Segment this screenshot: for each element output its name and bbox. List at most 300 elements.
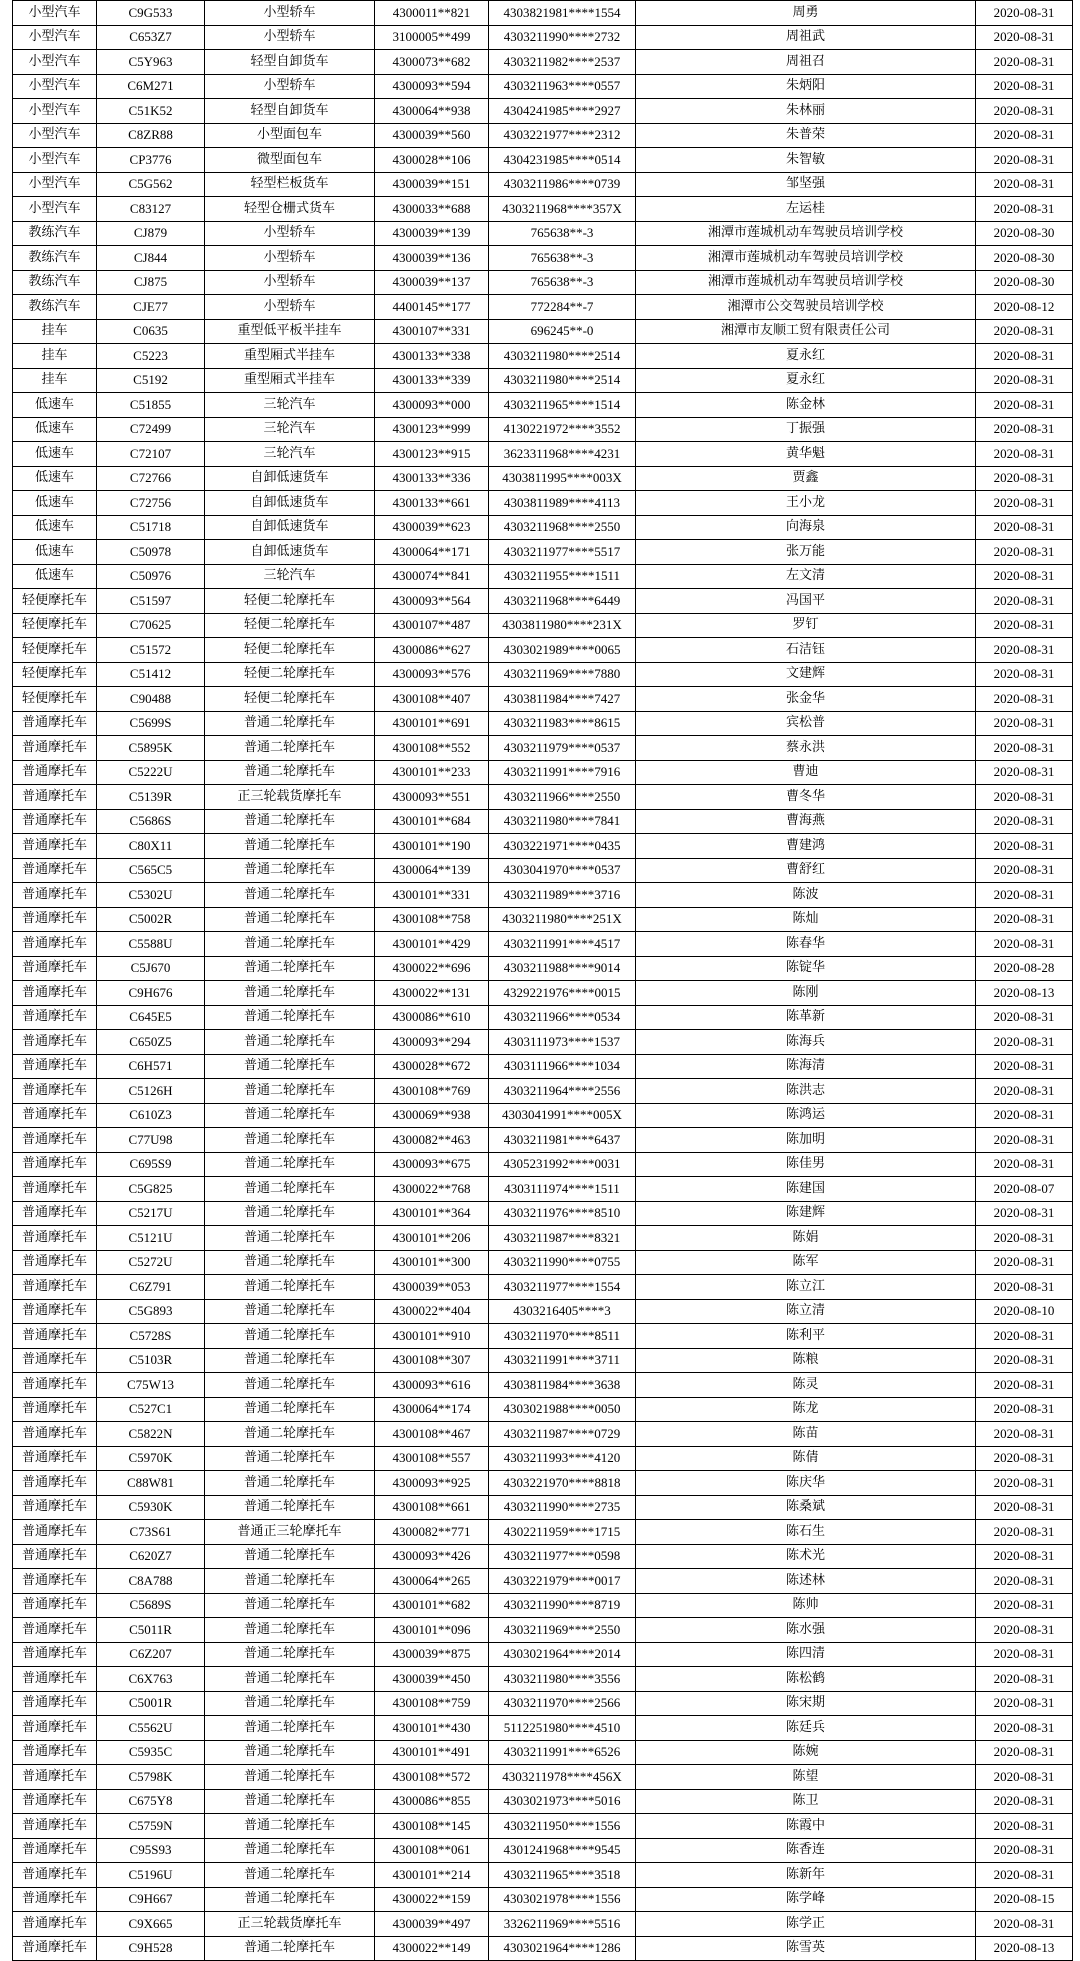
table-row — [13, 1299, 1073, 1324]
vehicle-category-cell: 普通摩托车 — [13, 858, 97, 883]
record-number-cell: 4300082**771 — [375, 1520, 489, 1545]
date-cell: 2020-08-31 — [976, 1054, 1073, 1079]
vehicle-type-cell: 轻便二轮摩托车 — [205, 589, 375, 614]
owner-name-cell: 陈香连 — [636, 1838, 976, 1863]
id-number-cell: 4303211964****2556 — [489, 1079, 636, 1104]
date-cell: 2020-08-31 — [976, 1201, 1073, 1226]
vehicle-category-cell: 普通摩托车 — [13, 1520, 97, 1545]
vehicle-type-cell: 轻便二轮摩托车 — [205, 662, 375, 687]
record-number-cell: 4300086**855 — [375, 1789, 489, 1814]
vehicle-category-cell: 低速车 — [13, 564, 97, 589]
record-number-cell: 4300022**768 — [375, 1177, 489, 1202]
owner-name-cell: 湘潭市莲城机动车驾驶员培训学校 — [636, 270, 976, 295]
date-cell: 2020-08-31 — [976, 319, 1073, 344]
owner-name-cell: 曹迪 — [636, 760, 976, 785]
plate-number-cell: C51412 — [97, 662, 205, 687]
plate-number-cell: C653Z7 — [97, 25, 205, 50]
vehicle-type-cell: 普通二轮摩托车 — [205, 736, 375, 761]
table-row — [13, 638, 1073, 663]
date-cell: 2020-08-31 — [976, 858, 1073, 883]
vehicle-type-cell: 普通二轮摩托车 — [205, 1397, 375, 1422]
plate-number-cell: CJE77 — [97, 295, 205, 320]
id-number-cell: 765638**-3 — [489, 270, 636, 295]
vehicle-category-cell: 普通摩托车 — [13, 736, 97, 761]
vehicle-category-cell: 普通摩托车 — [13, 1765, 97, 1790]
owner-name-cell: 陈廷兵 — [636, 1716, 976, 1741]
id-number-cell: 4303211980****7841 — [489, 809, 636, 834]
table-row — [13, 246, 1073, 271]
plate-number-cell: C6H571 — [97, 1054, 205, 1079]
plate-number-cell: C5935C — [97, 1740, 205, 1765]
vehicle-type-cell: 普通二轮摩托车 — [205, 1054, 375, 1079]
date-cell: 2020-08-31 — [976, 1765, 1073, 1790]
plate-number-cell: C6Z207 — [97, 1642, 205, 1667]
id-number-cell: 4303211990****0755 — [489, 1250, 636, 1275]
owner-name-cell: 陈革新 — [636, 1005, 976, 1030]
vehicle-category-cell: 普通摩托车 — [13, 1544, 97, 1569]
record-number-cell: 4300101**206 — [375, 1226, 489, 1251]
id-number-cell: 4303211983****8615 — [489, 711, 636, 736]
date-cell: 2020-08-31 — [976, 834, 1073, 859]
vehicle-type-cell: 普通二轮摩托车 — [205, 1691, 375, 1716]
plate-number-cell: C77U98 — [97, 1128, 205, 1153]
id-number-cell: 4303211980****251X — [489, 907, 636, 932]
record-number-cell: 4300133**336 — [375, 466, 489, 491]
vehicle-category-cell: 普通摩托车 — [13, 1618, 97, 1643]
record-number-cell: 4300073**682 — [375, 50, 489, 75]
vehicle-type-cell: 普通二轮摩托车 — [205, 1667, 375, 1692]
table-row — [13, 197, 1073, 222]
owner-name-cell: 王小龙 — [636, 491, 976, 516]
id-number-cell: 4303811995****003X — [489, 466, 636, 491]
owner-name-cell: 陈加明 — [636, 1128, 976, 1153]
owner-name-cell: 湘潭市莲城机动车驾驶员培训学校 — [636, 221, 976, 246]
vehicle-category-cell: 轻便摩托车 — [13, 613, 97, 638]
record-number-cell: 4300039**560 — [375, 123, 489, 148]
vehicle-category-cell: 低速车 — [13, 540, 97, 565]
vehicle-category-cell: 普通摩托车 — [13, 1863, 97, 1888]
plate-number-cell: C9X665 — [97, 1912, 205, 1937]
date-cell: 2020-08-31 — [976, 393, 1073, 418]
record-number-cell: 4300101**429 — [375, 932, 489, 957]
plate-number-cell: C5011R — [97, 1618, 205, 1643]
vehicle-category-cell: 普通摩托车 — [13, 1495, 97, 1520]
id-number-cell: 4303111974****1511 — [489, 1177, 636, 1202]
vehicle-category-cell: 普通摩托车 — [13, 1912, 97, 1937]
table-row — [13, 785, 1073, 810]
vehicle-category-cell: 教练汽车 — [13, 221, 97, 246]
vehicle-type-cell: 普通二轮摩托车 — [205, 1250, 375, 1275]
date-cell: 2020-08-13 — [976, 981, 1073, 1006]
plate-number-cell: C51718 — [97, 515, 205, 540]
record-number-cell: 4300028**672 — [375, 1054, 489, 1079]
owner-name-cell: 陈娟 — [636, 1226, 976, 1251]
date-cell: 2020-08-31 — [976, 736, 1073, 761]
record-number-cell: 4300093**000 — [375, 393, 489, 418]
record-number-cell: 4300133**338 — [375, 344, 489, 369]
vehicle-category-cell: 普通摩托车 — [13, 1152, 97, 1177]
vehicle-category-cell: 普通摩托车 — [13, 932, 97, 957]
vehicle-type-cell: 轻便二轮摩托车 — [205, 687, 375, 712]
id-number-cell: 4303211969****7880 — [489, 662, 636, 687]
table-row — [13, 932, 1073, 957]
table-row — [13, 270, 1073, 295]
id-number-cell: 3326211969****5516 — [489, 1912, 636, 1937]
id-number-cell: 4303211955****1511 — [489, 564, 636, 589]
id-number-cell: 4303211966****0534 — [489, 1005, 636, 1030]
owner-name-cell: 张金华 — [636, 687, 976, 712]
id-number-cell: 4303211950****1556 — [489, 1814, 636, 1839]
vehicle-category-cell: 小型汽车 — [13, 74, 97, 99]
plate-number-cell: C5302U — [97, 883, 205, 908]
table-row — [13, 1226, 1073, 1251]
plate-number-cell: C70625 — [97, 613, 205, 638]
plate-number-cell: C50978 — [97, 540, 205, 565]
table-row — [13, 1471, 1073, 1496]
date-cell: 2020-08-31 — [976, 74, 1073, 99]
vehicle-type-cell: 正三轮载货摩托车 — [205, 1912, 375, 1937]
vehicle-category-cell: 普通摩托车 — [13, 1324, 97, 1349]
owner-name-cell: 陈宋期 — [636, 1691, 976, 1716]
table-row — [13, 1128, 1073, 1153]
owner-name-cell: 朱普荣 — [636, 123, 976, 148]
vehicle-type-cell: 普通二轮摩托车 — [205, 858, 375, 883]
record-number-cell: 4300108**467 — [375, 1422, 489, 1447]
record-number-cell: 4300108**407 — [375, 687, 489, 712]
owner-name-cell: 陈四清 — [636, 1642, 976, 1667]
id-number-cell: 4303021989****0065 — [489, 638, 636, 663]
vehicle-type-cell: 普通二轮摩托车 — [205, 1740, 375, 1765]
id-number-cell: 4303211990****8719 — [489, 1593, 636, 1618]
vehicle-category-cell: 轻便摩托车 — [13, 687, 97, 712]
record-number-cell: 4300101**331 — [375, 883, 489, 908]
vehicle-category-cell: 教练汽车 — [13, 270, 97, 295]
table-row — [13, 295, 1073, 320]
id-number-cell: 4303211978****456X — [489, 1765, 636, 1790]
vehicle-type-cell: 普通二轮摩托车 — [205, 981, 375, 1006]
vehicle-category-cell: 普通摩托车 — [13, 1250, 97, 1275]
table-row — [13, 662, 1073, 687]
date-cell: 2020-08-12 — [976, 295, 1073, 320]
owner-name-cell: 文建辉 — [636, 662, 976, 687]
vehicle-type-cell: 普通二轮摩托车 — [205, 1152, 375, 1177]
id-number-cell: 3623311968****4231 — [489, 442, 636, 467]
vehicle-type-cell: 普通二轮摩托车 — [205, 711, 375, 736]
date-cell: 2020-08-31 — [976, 1863, 1073, 1888]
owner-name-cell: 湘潭市公交驾驶员培训学校 — [636, 295, 976, 320]
plate-number-cell: CJ875 — [97, 270, 205, 295]
table-row — [13, 50, 1073, 75]
id-number-cell: 765638**-3 — [489, 221, 636, 246]
table-row — [13, 123, 1073, 148]
table-row — [13, 1691, 1073, 1716]
vehicle-type-cell: 重型厢式半挂车 — [205, 368, 375, 393]
date-cell: 2020-08-31 — [976, 1324, 1073, 1349]
vehicle-category-cell: 普通摩托车 — [13, 711, 97, 736]
record-number-cell: 4300108**572 — [375, 1765, 489, 1790]
date-cell: 2020-08-31 — [976, 172, 1073, 197]
vehicle-category-cell: 普通摩托车 — [13, 1740, 97, 1765]
table-row — [13, 1, 1073, 26]
owner-name-cell: 陈波 — [636, 883, 976, 908]
record-number-cell: 4300101**491 — [375, 1740, 489, 1765]
record-number-cell: 4300093**925 — [375, 1471, 489, 1496]
id-number-cell: 4303811984****3638 — [489, 1373, 636, 1398]
vehicle-type-cell: 普通二轮摩托车 — [205, 1716, 375, 1741]
vehicle-type-cell: 普通二轮摩托车 — [205, 809, 375, 834]
date-cell: 2020-08-31 — [976, 760, 1073, 785]
plate-number-cell: C72107 — [97, 442, 205, 467]
table-row — [13, 1054, 1073, 1079]
id-number-cell: 4303211965****3518 — [489, 1863, 636, 1888]
owner-name-cell: 陈刚 — [636, 981, 976, 1006]
vehicle-category-cell: 普通摩托车 — [13, 956, 97, 981]
id-number-cell: 4303211963****0557 — [489, 74, 636, 99]
date-cell: 2020-08-31 — [976, 1152, 1073, 1177]
date-cell: 2020-08-31 — [976, 466, 1073, 491]
owner-name-cell: 贾鑫 — [636, 466, 976, 491]
id-number-cell: 4303211989****3716 — [489, 883, 636, 908]
vehicle-category-cell: 低速车 — [13, 442, 97, 467]
record-number-cell: 4300101**684 — [375, 809, 489, 834]
vehicle-type-cell: 普通二轮摩托车 — [205, 1299, 375, 1324]
id-number-cell: 4303221979****0017 — [489, 1569, 636, 1594]
vehicle-category-cell: 普通摩托车 — [13, 1373, 97, 1398]
date-cell: 2020-08-31 — [976, 687, 1073, 712]
owner-name-cell: 陈婉 — [636, 1740, 976, 1765]
table-row — [13, 1740, 1073, 1765]
record-number-cell: 4300101**430 — [375, 1716, 489, 1741]
vehicle-type-cell: 普通二轮摩托车 — [205, 1471, 375, 1496]
vehicle-type-cell: 普通正三轮摩托车 — [205, 1520, 375, 1545]
record-number-cell: 4300022**131 — [375, 981, 489, 1006]
date-cell: 2020-08-31 — [976, 711, 1073, 736]
owner-name-cell: 陈春华 — [636, 932, 976, 957]
date-cell: 2020-08-31 — [976, 25, 1073, 50]
date-cell: 2020-08-31 — [976, 1128, 1073, 1153]
owner-name-cell: 陈海兵 — [636, 1030, 976, 1055]
id-number-cell: 4303211980****3556 — [489, 1667, 636, 1692]
plate-number-cell: C5895K — [97, 736, 205, 761]
vehicle-type-cell: 普通二轮摩托车 — [205, 1226, 375, 1251]
plate-number-cell: C6M271 — [97, 74, 205, 99]
vehicle-type-cell: 小型轿车 — [205, 1, 375, 26]
record-number-cell: 4300064**174 — [375, 1397, 489, 1422]
record-number-cell: 4300108**759 — [375, 1691, 489, 1716]
table-row — [13, 613, 1073, 638]
record-number-cell: 4300101**364 — [375, 1201, 489, 1226]
owner-name-cell: 陈帅 — [636, 1593, 976, 1618]
owner-name-cell: 朱炳阳 — [636, 74, 976, 99]
id-number-cell: 4303211987****8321 — [489, 1226, 636, 1251]
table-row — [13, 589, 1073, 614]
record-number-cell: 4300101**190 — [375, 834, 489, 859]
record-number-cell: 4300101**096 — [375, 1618, 489, 1643]
owner-name-cell: 曹海燕 — [636, 809, 976, 834]
owner-name-cell: 陈军 — [636, 1250, 976, 1275]
vehicle-type-cell: 普通二轮摩托车 — [205, 1765, 375, 1790]
record-number-cell: 4300064**265 — [375, 1569, 489, 1594]
plate-number-cell: C5121U — [97, 1226, 205, 1251]
vehicle-category-cell: 挂车 — [13, 319, 97, 344]
owner-name-cell: 陈灿 — [636, 907, 976, 932]
owner-name-cell: 陈锭华 — [636, 956, 976, 981]
owner-name-cell: 周勇 — [636, 1, 976, 26]
id-number-cell: 4304241985****2927 — [489, 99, 636, 124]
owner-name-cell: 蔡永洪 — [636, 736, 976, 761]
owner-name-cell: 陈龙 — [636, 1397, 976, 1422]
vehicle-type-cell: 普通二轮摩托车 — [205, 1422, 375, 1447]
vehicle-category-cell: 普通摩托车 — [13, 1569, 97, 1594]
id-number-cell: 4303211979****0537 — [489, 736, 636, 761]
plate-number-cell: C50976 — [97, 564, 205, 589]
vehicle-category-cell: 普通摩托车 — [13, 1471, 97, 1496]
plate-number-cell: C5689S — [97, 1593, 205, 1618]
id-number-cell: 4303221970****8818 — [489, 1471, 636, 1496]
id-number-cell: 4303211987****0729 — [489, 1422, 636, 1447]
date-cell: 2020-08-30 — [976, 221, 1073, 246]
vehicle-type-cell: 自卸低速货车 — [205, 491, 375, 516]
id-number-cell: 4303021988****0050 — [489, 1397, 636, 1422]
vehicle-type-cell: 普通二轮摩托车 — [205, 1863, 375, 1888]
date-cell: 2020-08-31 — [976, 197, 1073, 222]
owner-name-cell: 陈望 — [636, 1765, 976, 1790]
vehicle-category-cell: 教练汽车 — [13, 246, 97, 271]
plate-number-cell: C5272U — [97, 1250, 205, 1275]
table-row — [13, 25, 1073, 50]
plate-number-cell: C5562U — [97, 1716, 205, 1741]
vehicle-type-cell: 正三轮载货摩托车 — [205, 785, 375, 810]
vehicle-category-cell: 普通摩托车 — [13, 834, 97, 859]
owner-name-cell: 陈建国 — [636, 1177, 976, 1202]
owner-name-cell: 陈学正 — [636, 1912, 976, 1937]
owner-name-cell: 黄华魁 — [636, 442, 976, 467]
vehicle-category-cell: 普通摩托车 — [13, 1079, 97, 1104]
table-row — [13, 319, 1073, 344]
record-number-cell: 4300093**426 — [375, 1544, 489, 1569]
table-row — [13, 368, 1073, 393]
plate-number-cell: C51855 — [97, 393, 205, 418]
id-number-cell: 4305231992****0031 — [489, 1152, 636, 1177]
date-cell: 2020-08-31 — [976, 1495, 1073, 1520]
vehicle-type-cell: 小型轿车 — [205, 221, 375, 246]
vehicle-type-cell: 普通二轮摩托车 — [205, 1814, 375, 1839]
date-cell: 2020-08-28 — [976, 956, 1073, 981]
id-number-cell: 4303811980****231X — [489, 613, 636, 638]
date-cell: 2020-08-31 — [976, 417, 1073, 442]
plate-number-cell: C695S9 — [97, 1152, 205, 1177]
plate-number-cell: C5699S — [97, 711, 205, 736]
vehicle-category-cell: 普通摩托车 — [13, 1030, 97, 1055]
owner-name-cell: 冯国平 — [636, 589, 976, 614]
record-number-cell: 4300093**675 — [375, 1152, 489, 1177]
vehicle-type-cell: 普通二轮摩托车 — [205, 1446, 375, 1471]
table-row — [13, 1667, 1073, 1692]
date-cell: 2020-08-31 — [976, 368, 1073, 393]
vehicle-type-cell: 普通二轮摩托车 — [205, 1569, 375, 1594]
owner-name-cell: 陈桑斌 — [636, 1495, 976, 1520]
vehicle-category-cell: 普通摩托车 — [13, 1348, 97, 1373]
id-number-cell: 4303041991****005X — [489, 1103, 636, 1128]
owner-name-cell: 陈粮 — [636, 1348, 976, 1373]
owner-name-cell: 陈学峰 — [636, 1887, 976, 1912]
owner-name-cell: 陈霞中 — [636, 1814, 976, 1839]
vehicle-type-cell: 普通二轮摩托车 — [205, 1642, 375, 1667]
vehicle-type-cell: 三轮汽车 — [205, 417, 375, 442]
date-cell: 2020-08-30 — [976, 246, 1073, 271]
id-number-cell: 4303211991****3711 — [489, 1348, 636, 1373]
date-cell: 2020-08-31 — [976, 540, 1073, 565]
table-row — [13, 393, 1073, 418]
vehicle-category-cell: 普通摩托车 — [13, 1177, 97, 1202]
record-number-cell: 4300093**564 — [375, 589, 489, 614]
record-number-cell: 4300074**841 — [375, 564, 489, 589]
id-number-cell: 4303021978****1556 — [489, 1887, 636, 1912]
plate-number-cell: C565C5 — [97, 858, 205, 883]
vehicle-category-cell: 普通摩托车 — [13, 1667, 97, 1692]
vehicle-category-cell: 普通摩托车 — [13, 1226, 97, 1251]
plate-number-cell: C75W13 — [97, 1373, 205, 1398]
plate-number-cell: C5930K — [97, 1495, 205, 1520]
date-cell: 2020-08-31 — [976, 589, 1073, 614]
vehicle-type-cell: 普通二轮摩托车 — [205, 1348, 375, 1373]
record-number-cell: 4300123**915 — [375, 442, 489, 467]
plate-number-cell: C9H676 — [97, 981, 205, 1006]
vehicle-type-cell: 轻型自卸货车 — [205, 50, 375, 75]
vehicle-category-cell: 小型汽车 — [13, 50, 97, 75]
table-row — [13, 736, 1073, 761]
vehicle-type-cell: 普通二轮摩托车 — [205, 1103, 375, 1128]
vehicle-category-cell: 小型汽车 — [13, 99, 97, 124]
record-number-cell: 4300101**214 — [375, 1863, 489, 1888]
table-row — [13, 442, 1073, 467]
id-number-cell: 4303211965****1514 — [489, 393, 636, 418]
plate-number-cell: C5588U — [97, 932, 205, 957]
date-cell: 2020-08-31 — [976, 1569, 1073, 1594]
id-number-cell: 5112251980****4510 — [489, 1716, 636, 1741]
vehicle-type-cell: 普通二轮摩托车 — [205, 1544, 375, 1569]
date-cell: 2020-08-31 — [976, 442, 1073, 467]
plate-number-cell: C5217U — [97, 1201, 205, 1226]
vehicle-category-cell: 挂车 — [13, 368, 97, 393]
date-cell: 2020-08-31 — [976, 515, 1073, 540]
owner-name-cell: 周祖召 — [636, 50, 976, 75]
date-cell: 2020-08-10 — [976, 1299, 1073, 1324]
id-number-cell: 4304231985****0514 — [489, 148, 636, 173]
record-number-cell: 4300093**616 — [375, 1373, 489, 1398]
vehicle-category-cell: 普通摩托车 — [13, 1446, 97, 1471]
vehicle-type-cell: 普通二轮摩托车 — [205, 1838, 375, 1863]
date-cell: 2020-08-13 — [976, 1936, 1073, 1961]
id-number-cell: 4303111973****1537 — [489, 1030, 636, 1055]
plate-number-cell: C8A788 — [97, 1569, 205, 1594]
table-row — [13, 221, 1073, 246]
owner-name-cell: 陈新年 — [636, 1863, 976, 1888]
plate-number-cell: C620Z7 — [97, 1544, 205, 1569]
record-number-cell: 4300093**594 — [375, 74, 489, 99]
vehicle-type-cell: 普通二轮摩托车 — [205, 907, 375, 932]
plate-number-cell: C90488 — [97, 687, 205, 712]
table-row — [13, 466, 1073, 491]
plate-number-cell: CJ844 — [97, 246, 205, 271]
plate-number-cell: C9H528 — [97, 1936, 205, 1961]
owner-name-cell: 陈卫 — [636, 1789, 976, 1814]
owner-name-cell: 陈松鹤 — [636, 1667, 976, 1692]
record-number-cell: 4300101**691 — [375, 711, 489, 736]
vehicle-type-cell: 普通二轮摩托车 — [205, 1789, 375, 1814]
table-row — [13, 491, 1073, 516]
vehicle-category-cell: 普通摩托车 — [13, 1128, 97, 1153]
